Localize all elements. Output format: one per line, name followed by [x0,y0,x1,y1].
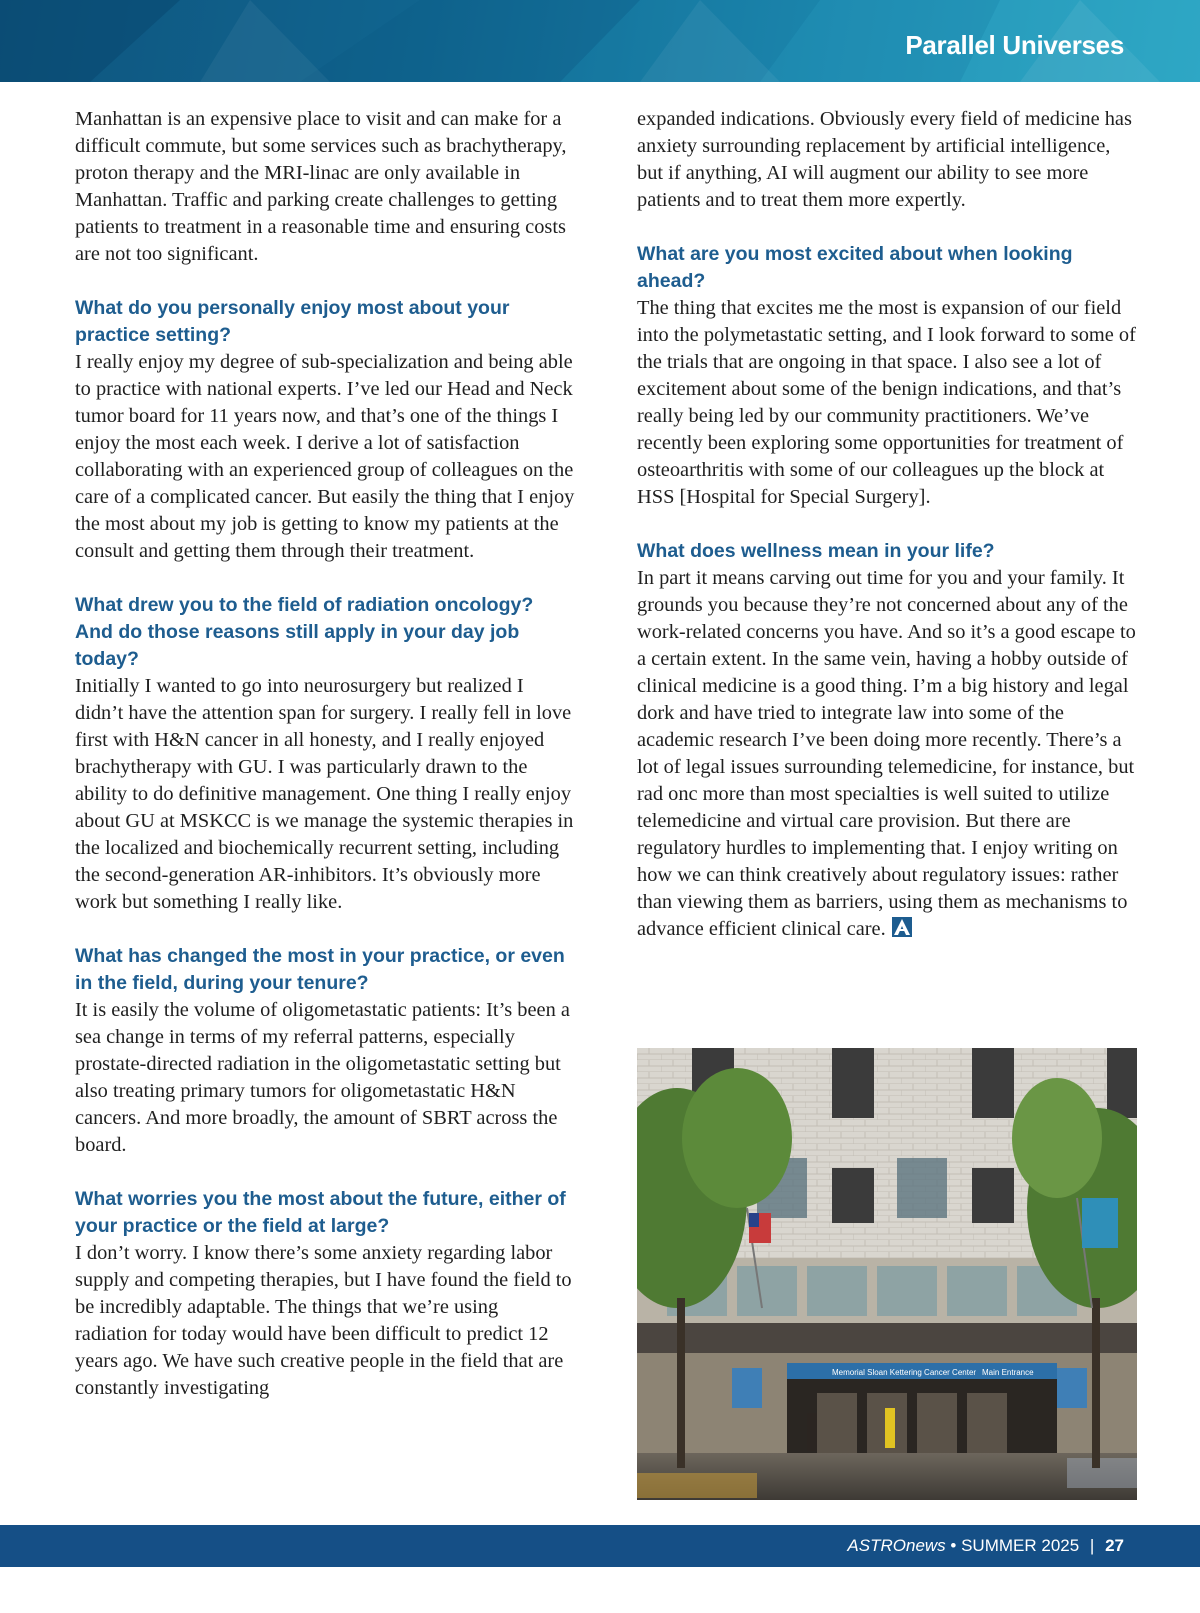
canopy-sign-text: Memorial Sloan Kettering Cancer Center [832,1368,977,1377]
answer-paragraph: I don’t worry. I know there’s some anxiety regarding labor supply and competing therapies, but I have found the field to be incredibly adaptable. The things that we’re using radiation for today would have been difficult to predict 12 years ago. We have such creative people in the field that are constantly investigating [75,1242,572,1399]
hospital-building-photo [637,1048,1137,1500]
footer-text [847,1536,1124,1556]
right-column [637,106,1137,970]
intro-paragraph: Manhattan is an expensive place to visit and can make for a difficult commute, but some services such as brachytherapy, proton therapy and the MRI-linac are only available in Manhattan. Traffic and parking create challenges to getting patients to treatment in a reasonable time and ensuring costs are not too significant. [75,108,567,265]
question-heading: What does wellness mean in your life? [637,540,995,562]
question-heading: What drew you to the field of radiation oncology? And do those reasons still apply in your day job today? [75,594,534,670]
answer-paragraph: I really enjoy my degree of sub-specialization and being able to practice with national experts. I’ve led our Head and Neck tumor board for 11 years now, and that’s one of the things I enjoy the most each week. I derive a lot of satisfaction collaborating with an experienced group of colleagues on the care of a complicated cancer. But easily the thing that I enjoy the most about my job is getting to know my patients at the consult and getting them through their treatment. [75,351,575,562]
continuation-paragraph: expanded indications. Obviously every field of medicine has anxiety surrounding replacement by artificial intelligence, but if anything, AI will augment our ability to see more patients and to treat them more expertly. [637,108,1132,211]
footer-separator: | [1089,1536,1095,1555]
question-heading: What has changed the most in your practice, or even in the field, during your tenure? [75,945,565,994]
answer-paragraph: Initially I wanted to go into neurosurgery but realized I didn’t have the attention span for surgery. I really fell in love first with H&N cancer in all honesty, and I really enjoyed brachytherapy with GU. I was particularly drawn to the ability to do definitive management. One thing I really enjoy about GU at MSKCC is we manage the systemic therapies in the localized and biochemically recurrent setting, including the second-generation AR-inhibitors. It’s obviously more work but something I really like. [75,675,574,913]
qa-block-excited [637,241,1137,511]
building-illustration [637,1048,1137,1500]
question-heading: What are you most excited about when looking ahead? [637,243,1073,292]
qa-block-wellness [637,538,1137,943]
entrance-sign-text: Main Entrance [982,1368,1034,1377]
page-number: 27 [1105,1536,1124,1555]
page-footer [0,1525,1200,1567]
question-heading: What worries you the most about the future, either of your practice or the field at large? [75,1188,566,1237]
answer-paragraph: It is easily the volume of oligometastatic patients: It’s been a sea change in terms of my referral patterns, especially prostate-directed radiation in the oligometastatic setting but also treating primary tumors for oligometastatic H&N cancers. And more broadly, the amount of SBRT across the board. [75,999,570,1156]
page-header-banner [0,0,1200,82]
astro-end-mark-icon [892,917,912,937]
section-title: Parallel Universes [905,30,1124,60]
answer-text: In part it means carving out time for you and your family. It grounds you because they’re not concerned about any of the work-related concerns you have. And so it’s a good escape to a certain extent. In the same vein, having a hobby outside of clinical medicine is a good thing. I’m a big history and legal dork and have tried to integrate law into some of the academic research I’ve been doing more recently. There’s a lot of legal issues surrounding telemedicine, for instance, but rad onc more than most specialties is well suited to utilize telemedicine and virtual care provision. But there are regulatory hurdles to implementing that. I enjoy writing on how we can think creatively about regulatory issues: rather than viewing them as barriers, using them as mechanisms to advance efficient clinical care. [637,567,1136,940]
qa-block-worries [75,1186,575,1402]
qa-block-enjoy [75,295,575,565]
answer-paragraph: The thing that excites me the most is expansion of our field into the polymetastatic setting, and I look forward to some of the trials that are ongoing in that space. I also see a lot of excitement about some of the benign indications, and that’s really being led by our community practitioners. We’ve recently been exploring some opportunities for treatment of osteoarthritis with some of our colleagues up the block at HSS [Hospital for Special Surgery]. [637,297,1136,508]
answer-paragraph [637,565,1137,943]
question-heading: What do you personally enjoy most about your practice setting? [75,297,510,346]
qa-block-drew [75,592,575,916]
issue-label: • SUMMER 2025 [950,1536,1080,1555]
publication-name: ASTROnews [847,1536,946,1555]
left-column [75,106,575,1429]
qa-block-changed [75,943,575,1159]
